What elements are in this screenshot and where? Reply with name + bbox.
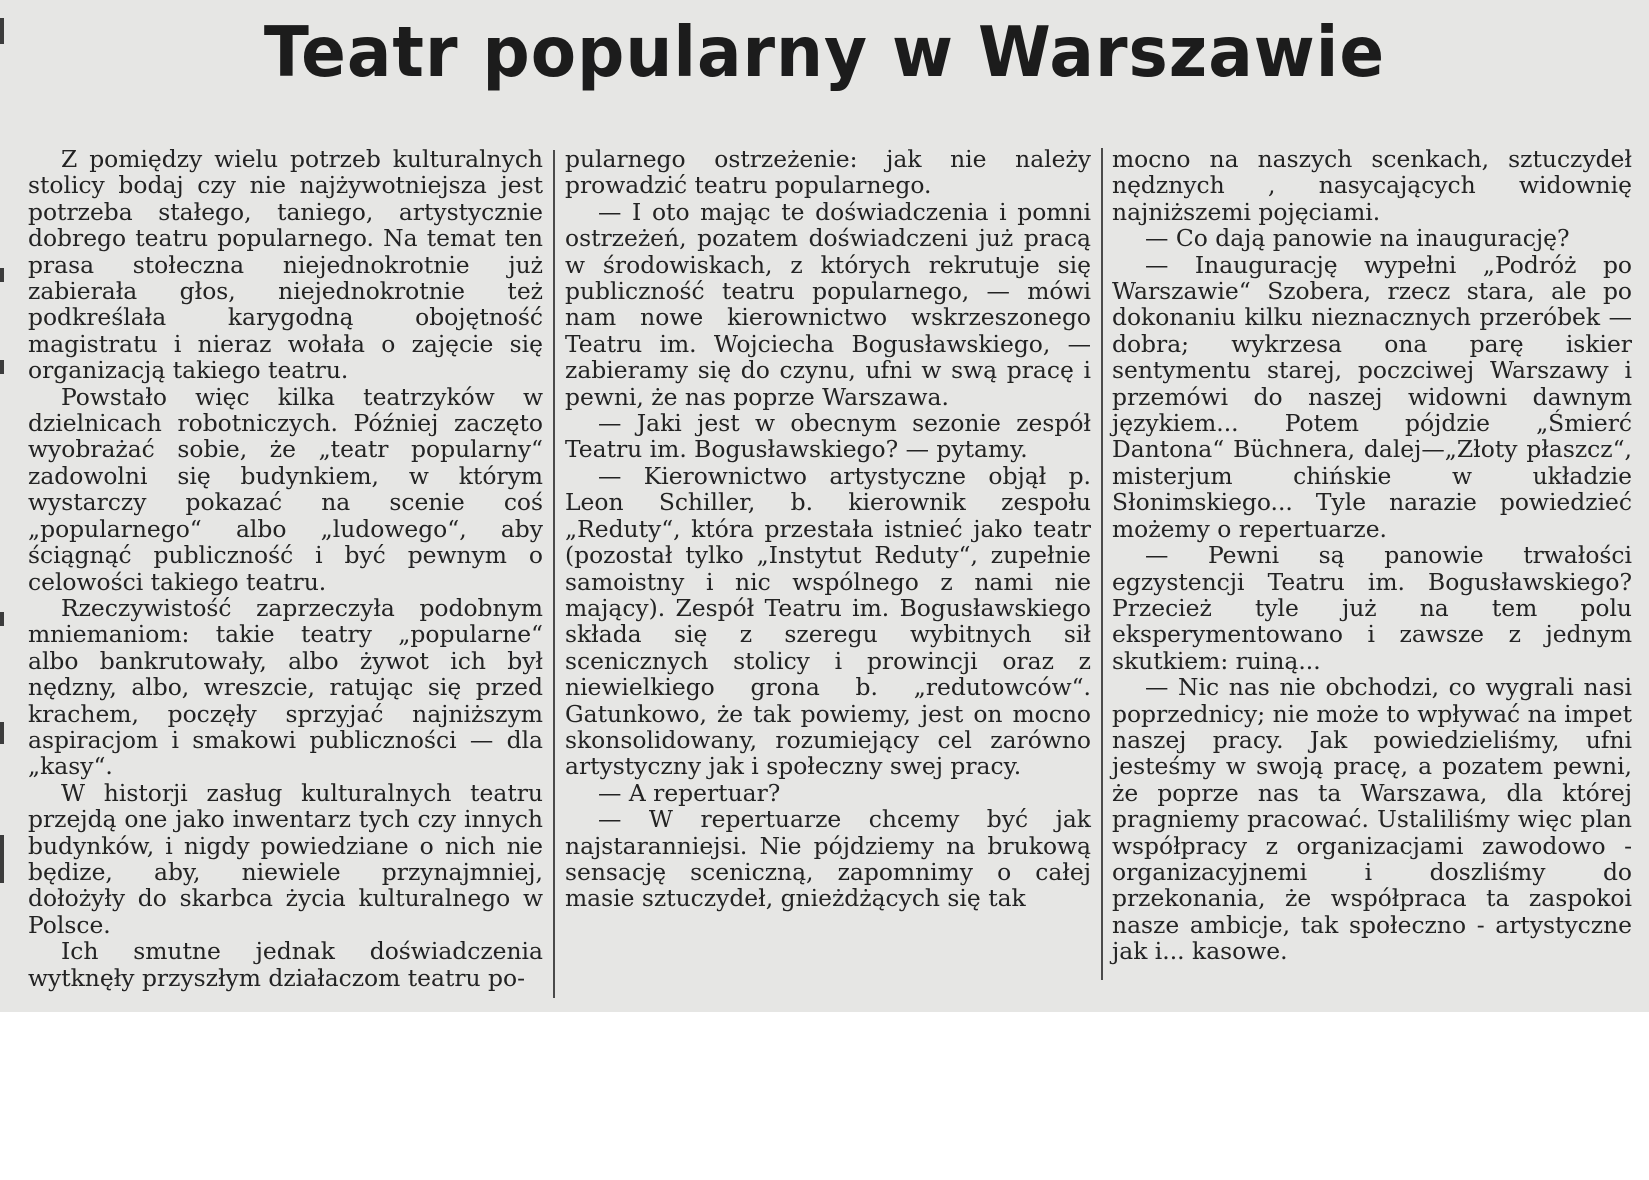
paragraph: pularnego ostrzeżenie: jak nie należy prowadzić teatru popularnego. bbox=[565, 145, 1091, 200]
paragraph: — Inaugurację wypełni „Podróż po Warszawie“ Szobera, rzecz stara, ale po dokonaniu kilku nieznacznych przeróbek — dobra; wykrzesa ona parę iskier sentymentu starej, poczciwej Warszawy i przemówi do naszej widowni dawnym językiem... Potem pójdzie „Śmierć Dantona“ Büchnera, dalej—„Złoty płaszcz“, misterjum chińskie w układzie Słonimskiego... Tyle narazie powiedzieć możemy o repertuarze. bbox=[1112, 250, 1632, 543]
paragraph: Rzeczywistość zaprzeczyła podobnym mniemaniom: takie teatry „popularne“ albo bankrutowały, albo żywot ich był nędzny, albo, wreszcie, ratując się przed krachem, poczęły sprzyjać najniższym aspiracjom i smakowi publiczności — dla „kasy“. bbox=[28, 593, 543, 781]
paragraph: Ich smutne jednak doświadczenia wytknęły przyszłym działaczom teatru po- bbox=[28, 937, 543, 992]
article-column-3 bbox=[1112, 146, 1632, 965]
left-edge-mark bbox=[0, 722, 4, 744]
paragraph: — Nic nas nie obchodzi, co wygrali nasi poprzednicy; nie może to wpływać na impet naszej pracy. Jak powiedzieliśmy, ufni jesteśmy w swoją pracę, a pozatem pewni, że poprze nas ta Warszawa, dla której pragniemy pracować. Ustaliliśmy więc plan współpracy z organizacjami zawodowo - organizacyjnemi i doszliśmy do przekonania, że współpraca ta zaspokoi nasze ambicje, tak społeczno - artystyczne jak i... kasowe. bbox=[1112, 673, 1632, 966]
paragraph: — Jaki jest w obecnym sezonie zespół Teatru im. Bogusławskiego? — pytamy. bbox=[565, 409, 1091, 464]
paragraph: — Co dają panowie na inaugurację? bbox=[1145, 224, 1570, 253]
article-column-2 bbox=[565, 146, 1091, 912]
left-edge-mark bbox=[0, 360, 4, 374]
paragraph: Z pomiędzy wielu potrzeb kulturalnych stolicy bodaj czy nie najżywotniejsza jest potrzeba stałego, taniego, artystycznie dobrego teatru popularnego. Na temat ten prasa stołeczna niejednokrotnie już zabierała głos, niejednokrotnie też podkreślała karygodną obojętność magistratu i nieraz wołała o zajęcie się organizacją takiego teatru. bbox=[28, 145, 543, 385]
left-edge-mark bbox=[0, 835, 4, 883]
paragraph: — A repertuar? bbox=[598, 778, 781, 807]
left-edge-mark bbox=[0, 268, 4, 282]
paragraph: Powstało więc kilka teatrzyków w dzielnicach robotniczych. Później zaczęto wyobrażać sobie, że „teatr popularny“ zadowolni się budynkiem, w którym wystarczy pokazać na scenie coś „popularnego“ albo „ludowego“, aby ściągnąć publiczność i być pewnym o celowości takiego teatru. bbox=[28, 382, 543, 596]
paragraph: — Kierownictwo artystyczne objął p. Leon Schiller, b. kierownik zespołu „Reduty“, która przestała istnieć jako teatr (pozostał tylko „Instytut Reduty“, zupełnie samoistny i nic wspólnego z nami nie mający). Zespół Teatru im. Bogusławskiego składa się z szeregu wybitnych sił scenicznych stolicy i prowincji oraz z niewielkiego grona b. „redutowców“. Gatunkowo, że tak powiemy, jest on mocno skonsolidowany, rozumiejący cel zarówno artystyczny jak i społeczny swej pracy. bbox=[565, 461, 1091, 781]
column-divider bbox=[1101, 148, 1103, 980]
article-headline: Teatr popularny w Warszawie bbox=[263, 12, 1386, 93]
left-edge-mark bbox=[0, 612, 4, 626]
paragraph: — I oto mając te doświadczenia i pomni ostrzeżeń, pozatem doświadczeni już pracą w środowiskach, z których rekrutuje się publiczność teatru popularnego, — mówi nam nowe kierownictwo wskrzeszonego Teatru im. Wojciecha Bogusławskiego, — zabieramy się do czynu, ufni w swą pracę i pewni, że nas poprze Warszawa. bbox=[565, 197, 1091, 411]
paragraph: — Pewni są panowie trwałości egzystencji Teatru im. Bogusławskiego? Przecież tyle już na tem polu eksperymentowano i zawsze z jednym skutkiem: ruiną... bbox=[1112, 541, 1632, 675]
paragraph: — W repertuarze chcemy być jak najstaranniejsi. Nie pójdziemy na brukową sensację sceniczną, zapomnimy o całej masie sztuczydeł, gnieżdżących się tak bbox=[565, 805, 1091, 913]
paragraph: mocno na naszych scenkach, sztuczydeł nędznych , nasycających widownię najniższemi pojęciami. bbox=[1112, 145, 1632, 226]
paragraph: W historji zasług kulturalnych teatru przejdą one jako inwentarz tych czy innych budynków, i nigdy powiedziane o nich nie będize, aby, niewiele przynajmniej, dołożyły do skarbca życia kulturalnego w Polsce. bbox=[28, 778, 543, 939]
column-divider bbox=[553, 150, 555, 998]
article-column-1 bbox=[28, 146, 543, 991]
left-edge-mark bbox=[0, 18, 4, 44]
